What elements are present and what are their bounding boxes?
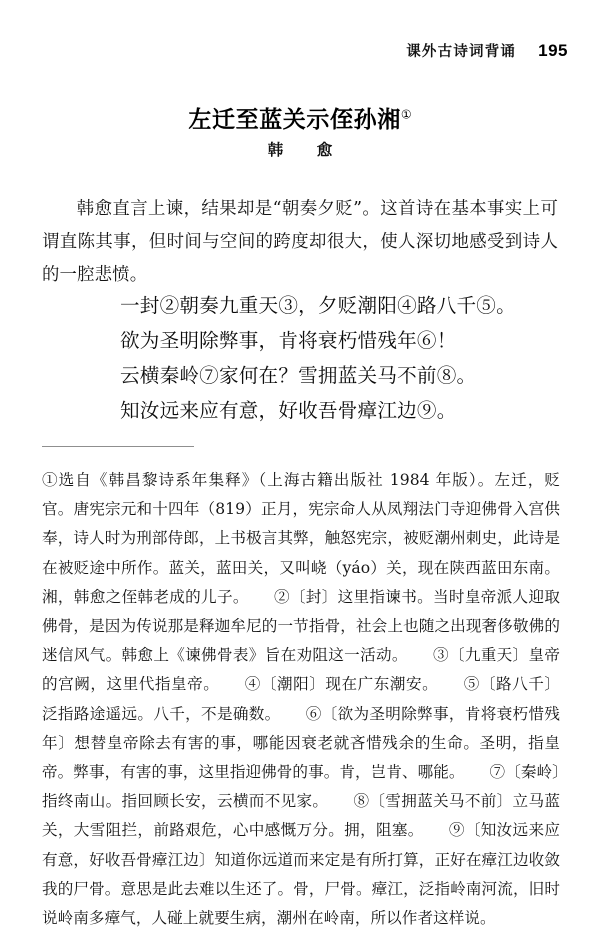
footnote-item: ④〔潮阳〕现在广东潮安。 (244, 675, 439, 694)
intro-paragraph: 韩愈直言上谏，结果却是“朝奏夕贬”。这首诗在基本事实上可谓直陈其事，但时间与空间的跨度却很大，使人深切地感受到诗人的一腔悲愤。 (42, 199, 558, 286)
footnote-item: ②〔封〕这里指谏书。当时皇帝派人迎取佛骨，是因为传说那是释迦牟尼的一节指骨，社会上也随之出现奢侈敬佛的迷信风气。韩愈上《谏佛骨表》旨在劝阻这一活动。 (42, 587, 560, 665)
poem-line: 云横秦岭⑦家何在？雪拥蓝关马不前⑧。 (120, 364, 477, 387)
footnote-separator-rule (42, 446, 194, 447)
running-head-title: 课外古诗词背诵 (406, 43, 517, 60)
poem-line: 欲为圣明除弊事，肯将衰朽惜残年⑥！ (120, 329, 457, 352)
footnote-item: ⑧〔雪拥蓝关马不前〕立马蓝关，大雪阻拦，前路艰危，心中感慨万分。拥，阻塞。 (42, 792, 560, 840)
footnote-item: ⑨〔知汝远来应有意，好收吾骨瘴江边〕知道你远道而来定是有所打算，正好在瘴江边收敛我的尸骨。意思是此去难以生还了。骨，尸骨。瘴江，泛指岭南河流，旧时说岭南多瘴气，人碰上就要生病，潮州在岭南，所以作者这样说。 (42, 821, 561, 928)
page-title (0, 101, 600, 134)
poem-line: 知汝远来应有意，好收吾骨瘴江边⑨。 (120, 399, 457, 422)
footnote-item: ⑤〔路八千〕泛指路途遥远。八千，不是确数。 (42, 675, 560, 723)
footnote-item: ⑦〔秦岭〕指终南山。指回顾长安，云横而不见家。 (42, 763, 561, 811)
page-number: 195 (538, 41, 568, 60)
poem-author: 韩 愈 (267, 140, 342, 159)
poem-body (120, 288, 580, 428)
poem-title-note-marker: ① (400, 107, 412, 122)
poem-line: 一封②朝奏九重天③，夕贬潮阳④路八千⑤。 (120, 294, 516, 317)
footnote-item: ③〔九重天〕皇帝的宫阙，这里代指皇帝。 (42, 646, 561, 694)
footnote-item: ⑥〔欲为圣明除弊事，肯将衰朽惜残年〕想替皇帝除去有害的事，哪能因衰老就吝惜残余的生命。圣明，指皇帝。弊事，有害的事，这里指迎佛骨的事。肯，岂肯、哪能。 (42, 704, 560, 782)
poem-title-text: 左迁至蓝关示侄孙湘 (188, 106, 401, 133)
footnotes-block (42, 466, 560, 933)
running-head (406, 40, 568, 61)
footnote-item: ①选自《韩昌黎诗系年集释》（上海古籍出版社 1984 年版）。左迁，贬官。唐宪宗元和十四年（819）正月，宪宗命人从凤翔法门寺迎佛骨入宫供奉，诗人时为刑部侍郎，上书极言其弊，触怒宪宗，被贬潮州刺史，此诗是在被贬途中所作。蓝关，蓝田关，又叫峣（yáo）关，现在陕西蓝田东南。湘，韩愈之侄韩老成的儿子。 (42, 471, 560, 606)
